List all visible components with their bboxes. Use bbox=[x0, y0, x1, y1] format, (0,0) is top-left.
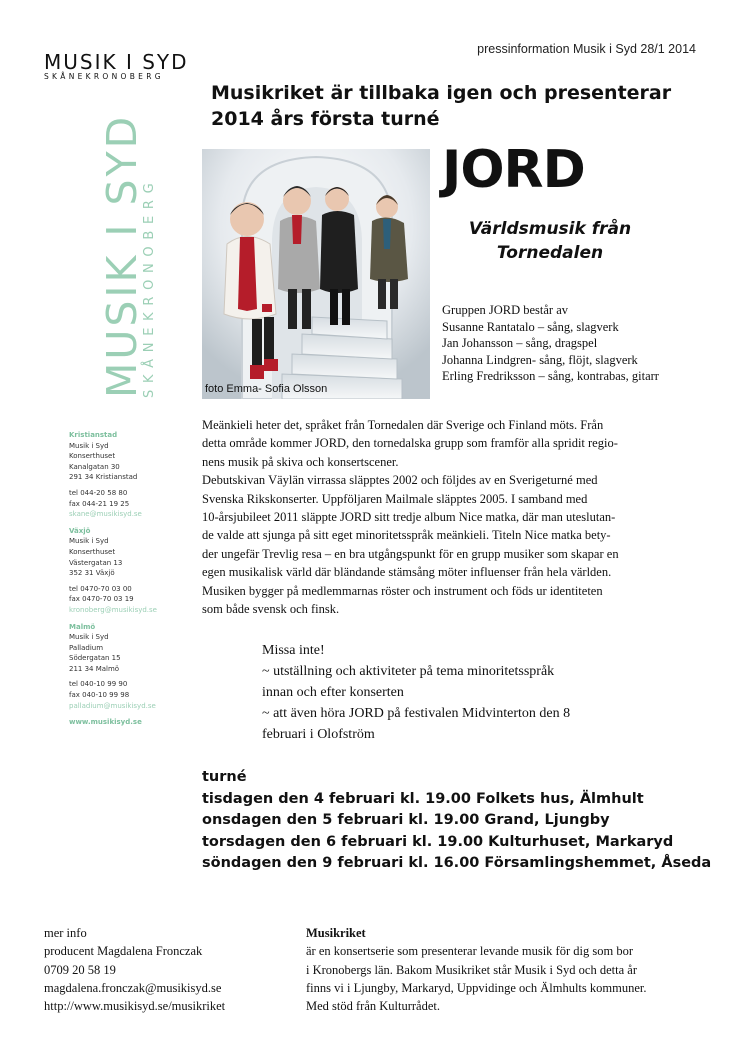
body-line: Meänkieli heter det, språket från Tornedalen där Sverige och Finland möts. Från bbox=[202, 418, 604, 432]
member-list bbox=[442, 302, 659, 385]
contact-email[interactable]: palladium@musikisyd.se bbox=[69, 701, 156, 710]
side-logo-text: MUSIK I SYD bbox=[98, 113, 146, 398]
contact-column bbox=[69, 430, 189, 728]
photo-credit: foto Emma- Sofia Olsson bbox=[205, 383, 328, 395]
contact-block bbox=[69, 622, 189, 712]
body-text bbox=[202, 416, 702, 618]
band-photo bbox=[202, 149, 430, 399]
subtitle-line: Världsmusik från bbox=[468, 219, 632, 239]
musikriket-line: finns vi i Ljungby, Markaryd, Uppvidinge och Älmhults kommuner. bbox=[306, 980, 647, 995]
member-intro: Gruppen JORD består av bbox=[442, 303, 569, 317]
body-line: Musiken bygger på medlemmarnas röster och instrument och föds ur identiteten bbox=[202, 583, 603, 598]
info-producer: producent Magdalena Fronczak bbox=[44, 944, 203, 959]
tour-heading: turné bbox=[202, 769, 247, 785]
member-item: Jan Johansson – sång, dragspel bbox=[442, 336, 598, 350]
contact-fax: fax 044-21 19 25 bbox=[69, 499, 130, 508]
headline-line: 2014 års första turné bbox=[211, 108, 440, 130]
subtitle bbox=[440, 217, 660, 265]
dont-miss-line: innan och efter konserten bbox=[262, 685, 404, 700]
dont-miss-line: Missa inte! bbox=[262, 643, 325, 658]
headline bbox=[211, 80, 691, 132]
tour-date: söndagen den 9 februari kl. 16.00 Församlingshemmet, Åseda bbox=[202, 855, 712, 871]
contact-line: Västergatan 13 bbox=[69, 558, 123, 567]
body-line: nens musik på skiva och konsertscener. bbox=[202, 454, 399, 469]
subtitle-line: Tornedalen bbox=[496, 243, 604, 263]
tour-date: onsdagen den 5 februari kl. 19.00 Grand, Ljungby bbox=[202, 812, 610, 828]
contact-email[interactable]: skane@musikisyd.se bbox=[69, 510, 142, 519]
member-item: Erling Fredriksson – sång, kontrabas, gitarr bbox=[442, 369, 659, 383]
dont-miss-line: ~ att även höra JORD på festivalen Midvinterton den 8 bbox=[262, 706, 571, 721]
contact-line: 291 34 Kristianstad bbox=[69, 473, 138, 482]
contact-tel: tel 044-20 58 80 bbox=[69, 488, 128, 497]
info-phone: 0709 20 58 19 bbox=[44, 962, 116, 977]
contact-email[interactable]: kronoberg@musikisyd.se bbox=[69, 605, 157, 614]
member-item: Johanna Lindgren- sång, flöjt, slagverk bbox=[442, 352, 638, 367]
contact-line: Musik i Syd bbox=[69, 633, 109, 642]
body-line: som både svensk och finsk. bbox=[202, 602, 340, 617]
contact-line: Musik i Syd bbox=[69, 537, 109, 546]
contact-line: Musik i Syd bbox=[69, 441, 109, 450]
contact-city: Kristianstad bbox=[69, 431, 118, 439]
contact-tel: tel 0470-70 03 00 bbox=[69, 584, 132, 593]
contact-line: 211 34 Malmö bbox=[69, 664, 120, 673]
contact-line: Konserthuset bbox=[69, 452, 116, 461]
logo-wordmark: MUSIK I SYD bbox=[44, 50, 189, 74]
press-info: pressinformation Musik i Syd 28/1 2014 bbox=[477, 42, 696, 56]
contact-block bbox=[69, 526, 189, 616]
logo-subtitle: SKÅNEKRONOBERG bbox=[44, 72, 164, 81]
musikriket-info bbox=[306, 924, 706, 1015]
info-url[interactable]: http://www.musikisyd.se/musikriket bbox=[44, 999, 226, 1014]
contact-line: Konserthuset bbox=[69, 547, 116, 556]
contact-line: Palladium bbox=[69, 643, 104, 652]
body-line: Svenska Rikskonserter. Uppföljaren Mailmale släpptes 2005. I samband med bbox=[202, 491, 588, 506]
info-heading: mer info bbox=[44, 926, 87, 940]
contact-block bbox=[69, 430, 189, 520]
tour-schedule bbox=[202, 767, 722, 875]
band-photo-illustration bbox=[202, 149, 430, 399]
body-line: Debutskivan Väylän virrassa släpptes 2002 och följdes av en Sverigeturné med bbox=[202, 473, 598, 488]
tour-date: torsdagen den 6 februari kl. 19.00 Kulturhuset, Markaryd bbox=[202, 833, 674, 850]
website-link[interactable]: www.musikisyd.se bbox=[69, 718, 142, 727]
contact-line: Södergatan 15 bbox=[69, 654, 121, 663]
body-line: egen musikalisk värld där bländande stämsång möter influenser från hela världen. bbox=[202, 565, 612, 580]
side-logo-subtext: SKÅNEKRONOBERG bbox=[142, 176, 157, 398]
contact-city: Växjö bbox=[69, 526, 91, 535]
band-name: JORD bbox=[442, 140, 585, 200]
member-item: Susanne Rantatalo – sång, slagverk bbox=[442, 319, 619, 334]
contact-city: Malmö bbox=[69, 622, 96, 631]
dont-miss-line: februari i Olofström bbox=[262, 727, 375, 742]
contact-tel: tel 040-10 99 90 bbox=[69, 680, 128, 689]
info-email[interactable]: magdalena.fronczak@musikisyd.se bbox=[44, 980, 222, 995]
musikriket-line: är en konsertserie som presenterar levande musik för dig som bor bbox=[306, 944, 633, 959]
musikriket-line: Med stöd från Kulturrådet. bbox=[306, 999, 440, 1014]
body-line: detta område kommer JORD, den tornedalska grupp som framför alla spridit regio- bbox=[202, 436, 618, 451]
contact-line: 352 31 Växjö bbox=[69, 569, 115, 578]
musikriket-heading: Musikriket bbox=[306, 926, 366, 940]
contact-fax: fax 0470-70 03 19 bbox=[69, 595, 134, 604]
tour-date: tisdagen den 4 februari kl. 19.00 Folkets hus, Älmhult bbox=[202, 790, 644, 807]
more-info bbox=[44, 924, 294, 1015]
body-line: de valde att sjunga på sitt eget minoritetsspråk meänkieli. Titeln Nice matka bety- bbox=[202, 528, 611, 543]
dont-miss bbox=[262, 640, 682, 745]
body-line: der ungefär Trevlig resa – en bra utgångspunkt för en grupp musiker som skapar en bbox=[202, 546, 619, 561]
contact-fax: fax 040-10 99 98 bbox=[69, 691, 130, 700]
body-line: 10-årsjubileet 2011 släppte JORD sitt tredje album Nice matka, där man uteslutan- bbox=[202, 510, 616, 525]
musikriket-line: i Kronobergs län. Bakom Musikriket står Musik i Syd och detta år bbox=[306, 962, 637, 977]
contact-line: Kanalgatan 30 bbox=[69, 462, 120, 471]
dont-miss-line: ~ utställning och aktiviteter på tema minoritetsspråk bbox=[262, 664, 555, 679]
side-logo bbox=[40, 113, 157, 403]
headline-line: Musikriket är tillbaka igen och presenterar bbox=[211, 82, 672, 104]
